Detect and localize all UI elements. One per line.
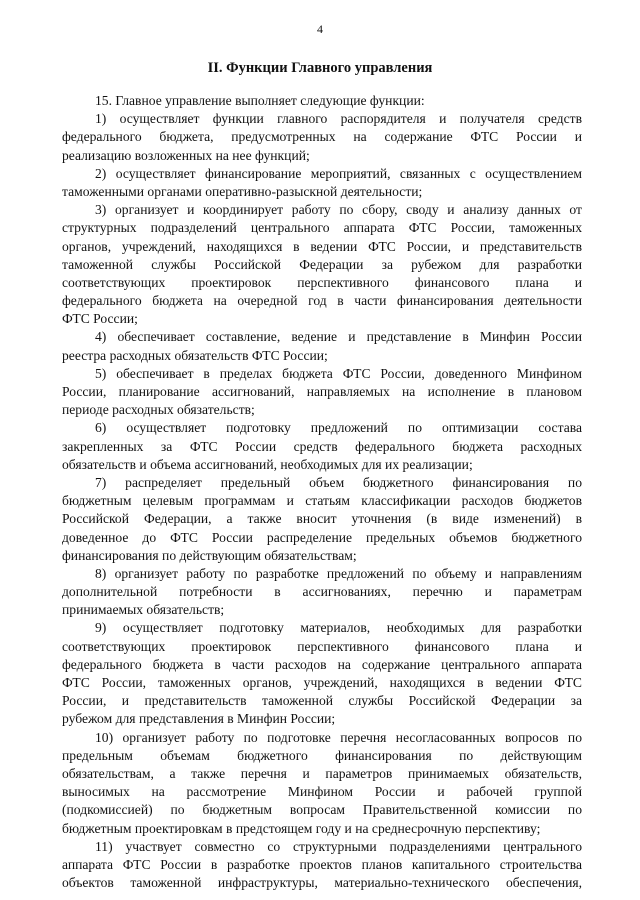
- text-line: федерального бюджета в части расходов на содержание центрального аппарата: [62, 656, 582, 672]
- paragraph: [62, 365, 582, 420]
- text-line: реестра расходных обязательств ФТС России;: [62, 347, 328, 363]
- text-line: России, и представительств таможенной службы Российской Федерации за: [62, 693, 582, 709]
- paragraph: [62, 619, 582, 728]
- paragraph: [62, 165, 582, 201]
- text-line: бюджетным проектировкам в предстоящем году и на среднесрочную перспективу;: [62, 820, 541, 836]
- text-line: структурных подразделений центрального аппарата ФТС России, таможенных: [62, 220, 582, 236]
- text-line: дополнительной потребности в ассигнованиях, перечню и параметрам: [62, 584, 582, 600]
- text-line: закрепленных за ФТС России средств федерального бюджета расходных: [62, 438, 582, 454]
- text-line: выносимых на рассмотрение Минфином России и рабочей группой: [62, 784, 582, 800]
- text-line: 10) организует работу по подготовке перечня несогласованных вопросов по: [95, 729, 582, 745]
- text-line: 9) осуществляет подготовку материалов, необходимых для разработки: [95, 620, 582, 636]
- text-line: таможенной службы Российской Федерации за рубежом для разработки: [62, 256, 582, 272]
- text-line: соответствующих проектировок перспективного финансового плана и: [62, 638, 582, 654]
- paragraph: [62, 565, 582, 620]
- text-line: рубежом для представления в Минфин России;: [62, 711, 336, 727]
- text-line: периоде расходных обязательств;: [62, 402, 255, 418]
- text-line: соответствующих проектировок перспективного финансового плана и: [62, 274, 582, 290]
- text-line: обязательств и объема ассигнований, необходимых для их реализации;: [62, 456, 473, 472]
- text-line: федерального бюджета, предусмотренных на содержание ФТС России и: [62, 129, 582, 145]
- text-line: 1) осуществляет функции главного распорядителя и получателя средств: [95, 111, 582, 127]
- paragraph: [62, 474, 582, 565]
- text-line: Российской Федерации, а также вносит уточнения (в виде изменений) в: [62, 511, 582, 527]
- text-line: принимаемых обязательств;: [62, 602, 225, 618]
- paragraph: [62, 419, 582, 474]
- text-line: органов, учреждений, находящихся в ведении ФТС России, и представительств: [62, 238, 582, 254]
- page-number: 4: [317, 22, 323, 36]
- text-line: 8) организует работу по разработке предложений по объему и направлениям: [95, 565, 582, 581]
- text-line: ФТС России;: [62, 311, 138, 327]
- paragraph: [62, 92, 582, 110]
- text-line: предельным объемам бюджетного финансирования по действующим: [62, 747, 582, 763]
- text-line: таможенными органами оперативно-разыскной деятельности;: [62, 183, 423, 199]
- text-line: 7) распределяет предельный объем бюджетного финансирования по: [95, 474, 582, 490]
- text-line: 6) осуществляет подготовку предложений по оптимизации состава: [95, 420, 582, 436]
- text-line: ФТС России, таможенных органов, учреждений, находящихся в ведении ФТС: [62, 675, 582, 690]
- text-line: объектов таможенной инфраструктуры, материально-технического обеспечения,: [62, 875, 582, 891]
- text-line: бюджетным целевым программам и статьям классификации расходов бюджетов: [62, 493, 582, 509]
- text-line: 5) обеспечивает в пределах бюджета ФТС России, доведенного Минфином: [95, 365, 582, 381]
- paragraph: [62, 110, 582, 165]
- text-line: аппарата ФТС России в разработке проектов планов капитального строительства: [62, 856, 582, 872]
- paragraph: [62, 729, 582, 838]
- text-line: федерального бюджета на очередной год в части финансирования деятельности: [62, 293, 582, 309]
- paragraph: [62, 838, 582, 893]
- text-line: 11) участвует совместно со структурными подразделениями центрального: [95, 838, 582, 854]
- text-line: 2) осуществляет финансирование мероприятий, связанных с осуществлением: [95, 165, 582, 181]
- document-body: [62, 92, 582, 892]
- text-line: реализацию возложенных на нее функций;: [62, 147, 310, 163]
- text-line: (подкомиссией) по бюджетным вопросам Правительственной комиссии по: [62, 802, 582, 818]
- text-line: доведенное до ФТС России распределение предельных объемов бюджетного: [62, 529, 582, 545]
- paragraph: [62, 201, 582, 328]
- section-title: II. Функции Главного управления: [207, 60, 433, 76]
- text-line: обязательствам, а также перечня и параметров принимаемых обязательств,: [62, 765, 582, 781]
- paragraph: [62, 328, 582, 364]
- text-line: 4) обеспечивает составление, ведение и представление в Минфин России: [95, 329, 582, 345]
- text-line: 15. Главное управление выполняет следующие функции:: [95, 93, 425, 108]
- text-line: 3) организует и координирует работу по сбору, своду и анализу данных от: [95, 202, 582, 218]
- text-line: финансирования по действующим обязательствам;: [62, 547, 357, 563]
- text-line: России, планирование ассигнований, направляемых на исполнение в плановом: [62, 384, 582, 399]
